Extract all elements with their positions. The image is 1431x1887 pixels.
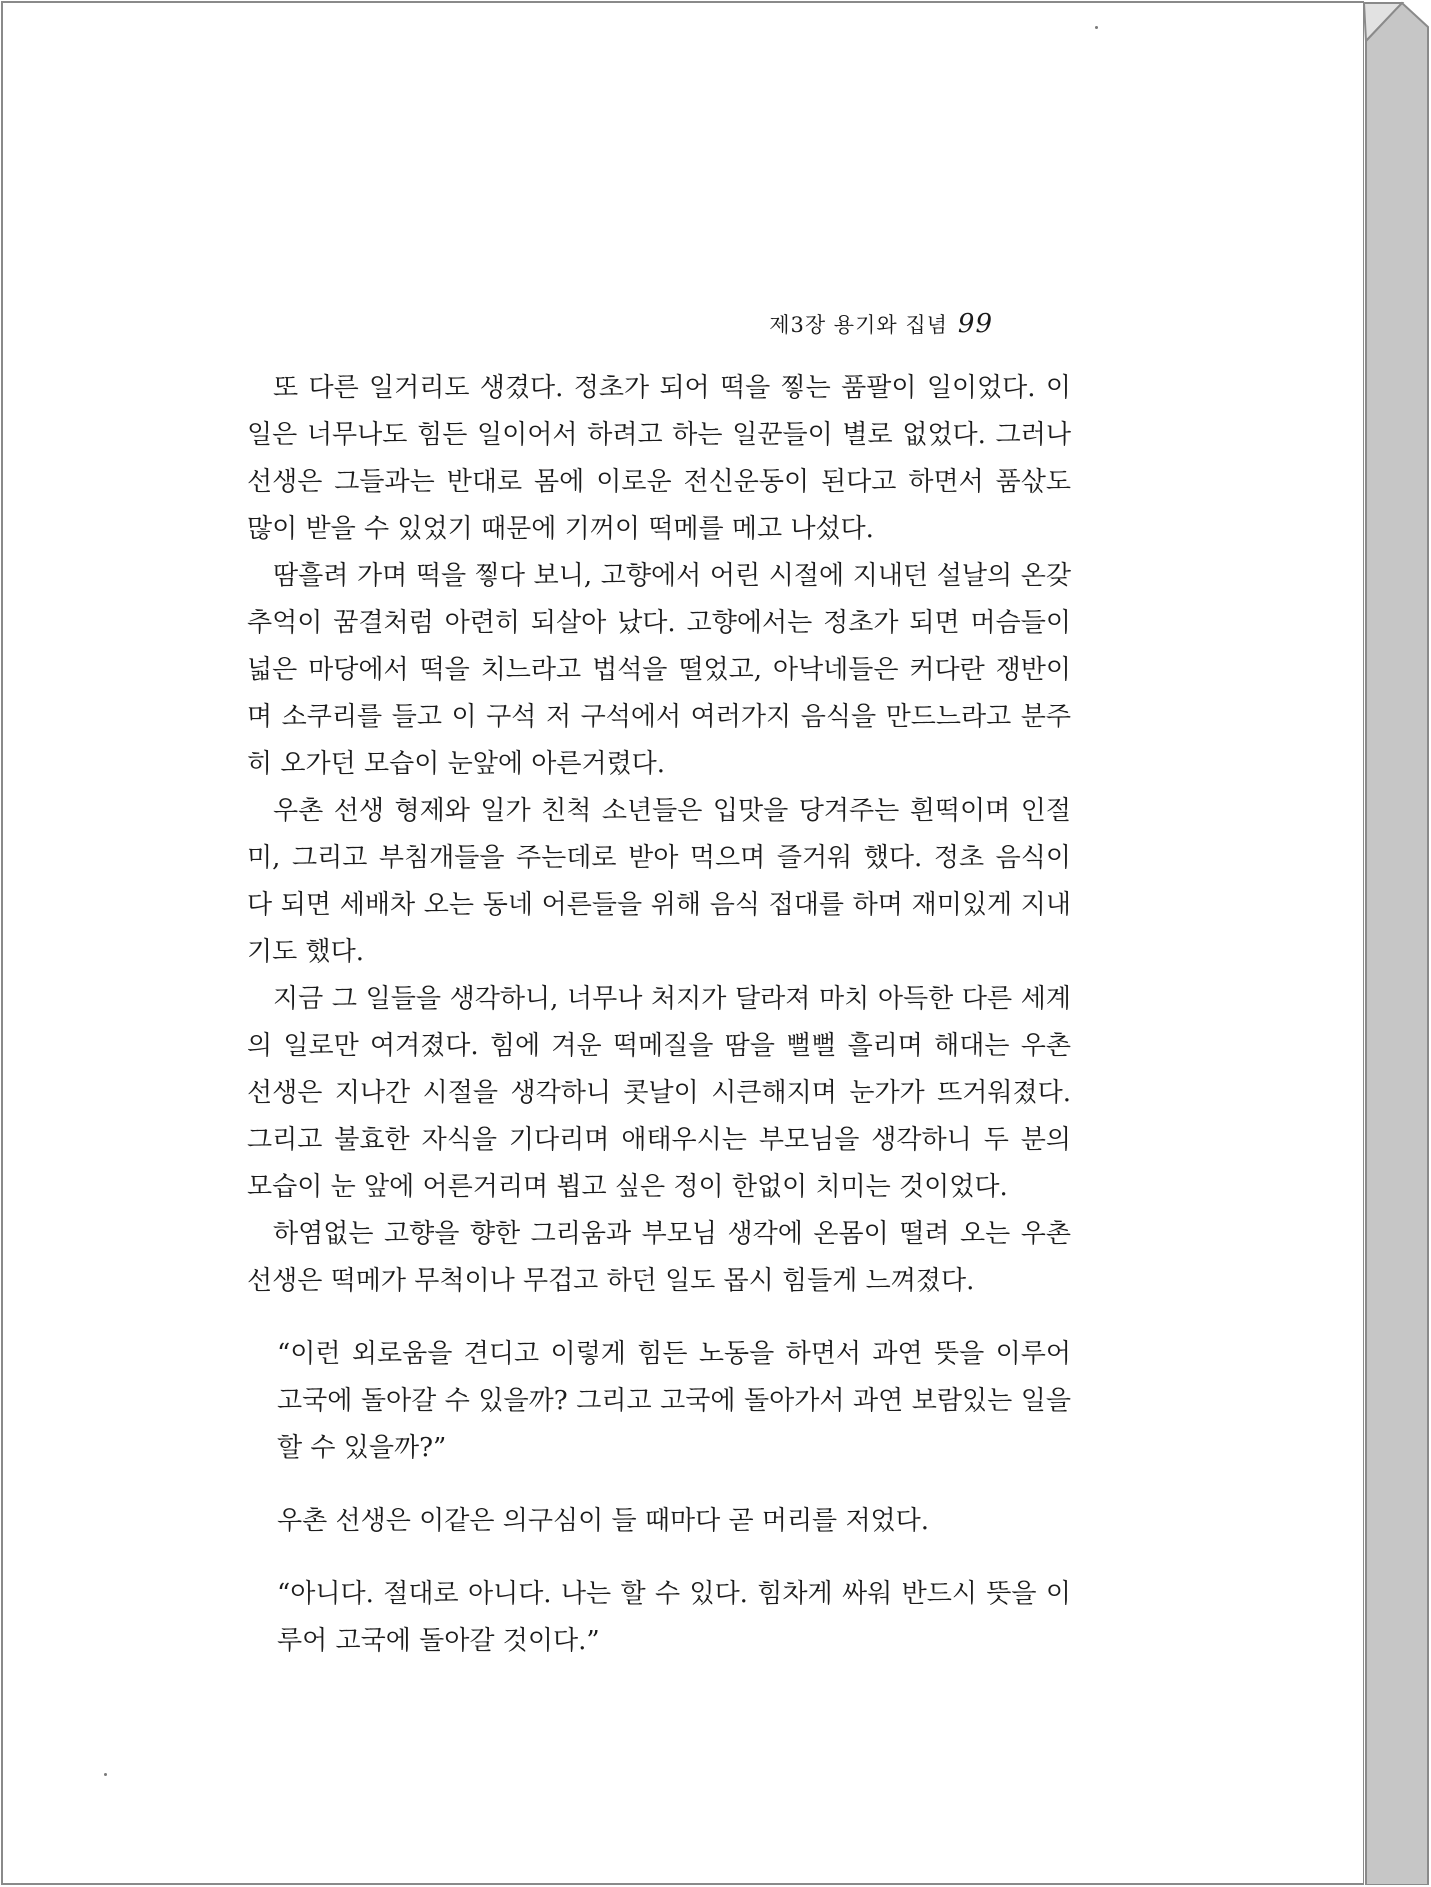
quotation: “아니다. 절대로 아니다. 나는 할 수 있다. 힘차게 싸워 반드시 뜻을 이루어 고국에 돌아갈 것이다.”	[277, 1579, 1071, 1656]
page-body	[247, 365, 1071, 1665]
quotation: “이런 외로움을 견디고 이렇게 힘든 노동을 하면서 과연 뜻을 이루어 고국에 돌아갈 수 있을까? 그리고 고국에 돌아가서 과연 보람있는 일을 할 수 있을까?”	[277, 1339, 1071, 1463]
paragraph: 우촌 선생 형제와 일가 친척 소년들은 입맛을 당겨주는 흰떡이며 인절미, 그리고 부침개들을 주는데로 받아 먹으며 즐거워 했다. 정초 음식이 다 되면 세배차 오는 동네 어른들을 위해 음식 접대를 하며 재미있게 지내기도 했다.	[247, 796, 1071, 967]
scan-speck	[1095, 26, 1098, 29]
page-number: 99	[957, 309, 993, 339]
paragraph: 땀흘려 가며 떡을 찧다 보니, 고향에서 어린 시절에 지내던 설날의 온갖 추억이 꿈결처럼 아련히 되살아 났다. 고향에서는 정초가 되면 머슴들이 넓은 마당에서 떡을 치느라고 법석을 떨었고, 아낙네들은 커다란 쟁반이며 소쿠리를 들고 이 구석 저 구석에서 여러가지 음식을 만드느라고 분주히 오가던 모습이 눈앞에 아른거렸다.	[247, 561, 1071, 779]
paragraph: 지금 그 일들을 생각하니, 너무나 처지가 달라져 마치 아득한 다른 세계의 일로만 여겨졌다. 힘에 겨운 떡메질을 땀을 뻘뻘 흘리며 해대는 우촌 선생은 지나간 시절을 생각하니 콧날이 시큰해지며 눈가가 뜨거워졌다. 그리고 불효한 자식을 기다리며 애태우시는 부모님을 생각하니 두 분의 모습이 눈 앞에 어른거리며 뵙고 싶은 정이 한없이 치미는 것이었다.	[247, 984, 1071, 1202]
chapter-title: 제3장 용기와 집념	[769, 313, 948, 337]
running-head	[769, 309, 993, 339]
paragraph: 하염없는 고향을 향한 그리움과 부모님 생각에 온몸이 떨려 오는 우촌 선생은 떡메가 무척이나 무겁고 하던 일도 몹시 힘들게 느껴졌다.	[247, 1219, 1071, 1296]
edge-face	[1366, 3, 1428, 1885]
narration-line: 우촌 선생은 이같은 의구심이 들 때마다 곧 머리를 저었다.	[277, 1506, 930, 1536]
book-page	[1, 1, 1365, 1885]
paragraph: 또 다른 일거리도 생겼다. 정초가 되어 떡을 찧는 품팔이 일이었다. 이 일은 너무나도 힘든 일이어서 하려고 하는 일꾼들이 별로 없었다. 그러나 선생은 그들과는 반대로 몸에 이로운 전신운동이 된다고 하면서 품삯도 많이 받을 수 있었기 때문에 기꺼이 떡메를 메고 나섰다.	[247, 373, 1071, 544]
page-edge	[1364, 1, 1430, 1885]
scan-speck	[104, 1773, 107, 1776]
